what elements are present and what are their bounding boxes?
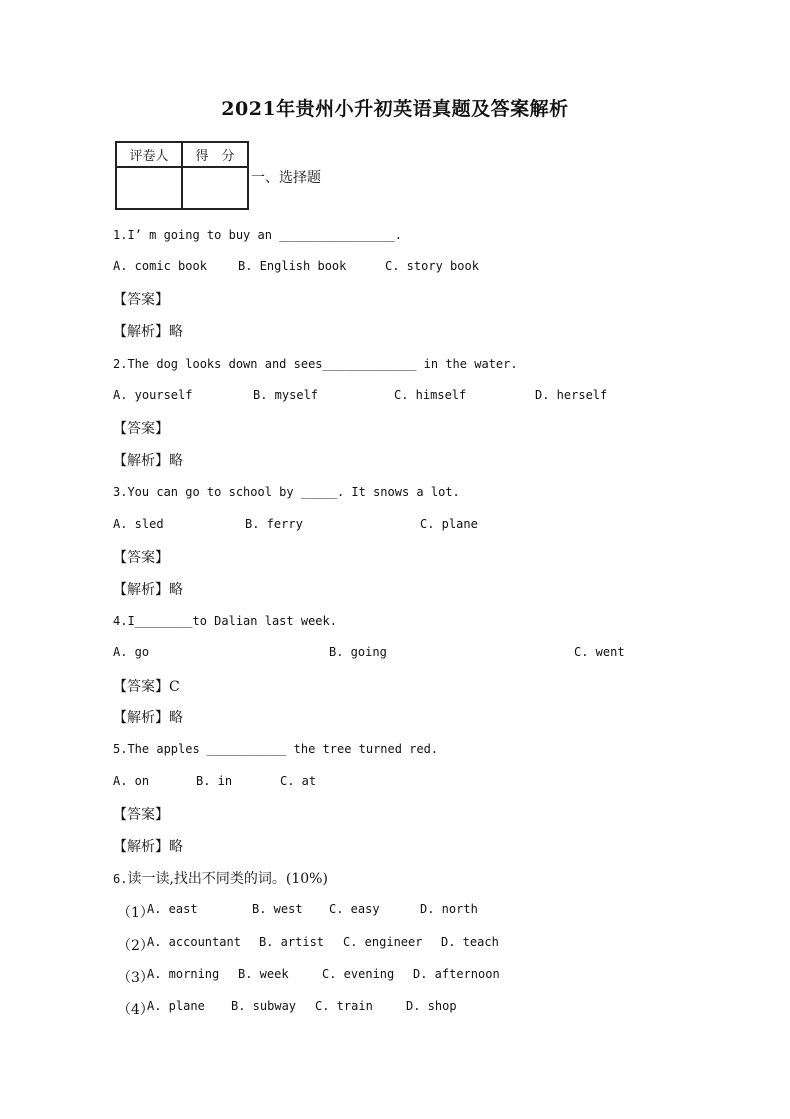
- reviewer-header: 评卷人: [116, 142, 182, 167]
- q6-3-option-d: D. afternoon: [413, 967, 500, 981]
- q6-item-3: （3）: [117, 970, 154, 986]
- q6-3-option-c: C. evening: [322, 967, 395, 981]
- q2-option-c: C. himself: [394, 388, 467, 402]
- q3-analysis: 【解析】略: [113, 582, 183, 598]
- score-cell: [182, 167, 248, 209]
- q4-analysis: 【解析】略: [113, 710, 183, 726]
- q5-option-c: C. at: [280, 774, 317, 788]
- q1-option-c: C. story book: [385, 259, 479, 273]
- q1-analysis: 【解析】略: [113, 324, 183, 340]
- q5-analysis: 【解析】略: [113, 839, 183, 855]
- q6-3-option-a: A. morning: [147, 967, 220, 981]
- q3-option-b: B. ferry: [245, 517, 303, 531]
- q5-option-a: A. on: [113, 774, 150, 788]
- q6-4-option-b: B. subway: [231, 999, 297, 1013]
- q6-item-4: （4）: [117, 1002, 154, 1018]
- question-2-stem: 2.The dog looks down and sees_____________ in the water.: [113, 357, 518, 371]
- q6-2-option-a: A. accountant: [147, 935, 241, 949]
- q2-answer: 【答案】: [113, 421, 169, 437]
- q1-answer: 【答案】: [113, 292, 169, 308]
- q2-option-a: A. yourself: [113, 388, 193, 402]
- q2-option-b: B. myself: [253, 388, 319, 402]
- q6-1-option-c: C. easy: [329, 902, 380, 916]
- q6-4-option-d: D. shop: [406, 999, 457, 1013]
- q6-2-option-c: C. engineer: [343, 935, 423, 949]
- question-6-stem: 6.读一读,找出不同类的词。(10%): [113, 871, 328, 887]
- q4-option-c: C. went: [574, 645, 625, 659]
- q1-option-a: A. comic book: [113, 259, 207, 273]
- q6-1-option-a: A. east: [147, 902, 198, 916]
- page-title: 2021年贵州小升初英语真题及答案解析: [221, 98, 569, 120]
- q6-3-option-b: B. week: [238, 967, 289, 981]
- q6-2-option-d: D. teach: [441, 935, 499, 949]
- reviewer-cell: [116, 167, 182, 209]
- q3-option-c: C. plane: [420, 517, 478, 531]
- q6-1-option-d: D. north: [420, 902, 478, 916]
- q4-answer: 【答案】C: [113, 679, 180, 695]
- q4-option-b: B. going: [329, 645, 387, 659]
- q6-2-option-b: B. artist: [259, 935, 325, 949]
- score-header: 得 分: [182, 142, 248, 167]
- q6-item-2: （2）: [117, 938, 154, 954]
- q5-option-b: B. in: [196, 774, 233, 788]
- score-table: [115, 141, 249, 210]
- q4-option-a: A. go: [113, 645, 150, 659]
- q3-option-a: A. sled: [113, 517, 164, 531]
- q2-analysis: 【解析】略: [113, 453, 183, 469]
- question-3-stem: 3.You can go to school by _____. It snows a lot.: [113, 485, 460, 499]
- question-5-stem: 5.The apples ___________ the tree turned red.: [113, 742, 439, 756]
- q6-1-option-b: B. west: [252, 902, 303, 916]
- question-1-stem: 1.I’ m going to buy an ________________.: [113, 228, 402, 242]
- q6-item-1: （1）: [117, 905, 154, 921]
- q6-4-option-a: A. plane: [147, 999, 205, 1013]
- section-heading: 一、选择题: [251, 170, 321, 186]
- q1-option-b: B. English book: [238, 259, 347, 273]
- q2-option-d: D. herself: [535, 388, 608, 402]
- q3-answer: 【答案】: [113, 550, 169, 566]
- q5-answer: 【答案】: [113, 807, 169, 823]
- question-4-stem: 4.I________to Dalian last week.: [113, 614, 337, 628]
- q6-4-option-c: C. train: [315, 999, 373, 1013]
